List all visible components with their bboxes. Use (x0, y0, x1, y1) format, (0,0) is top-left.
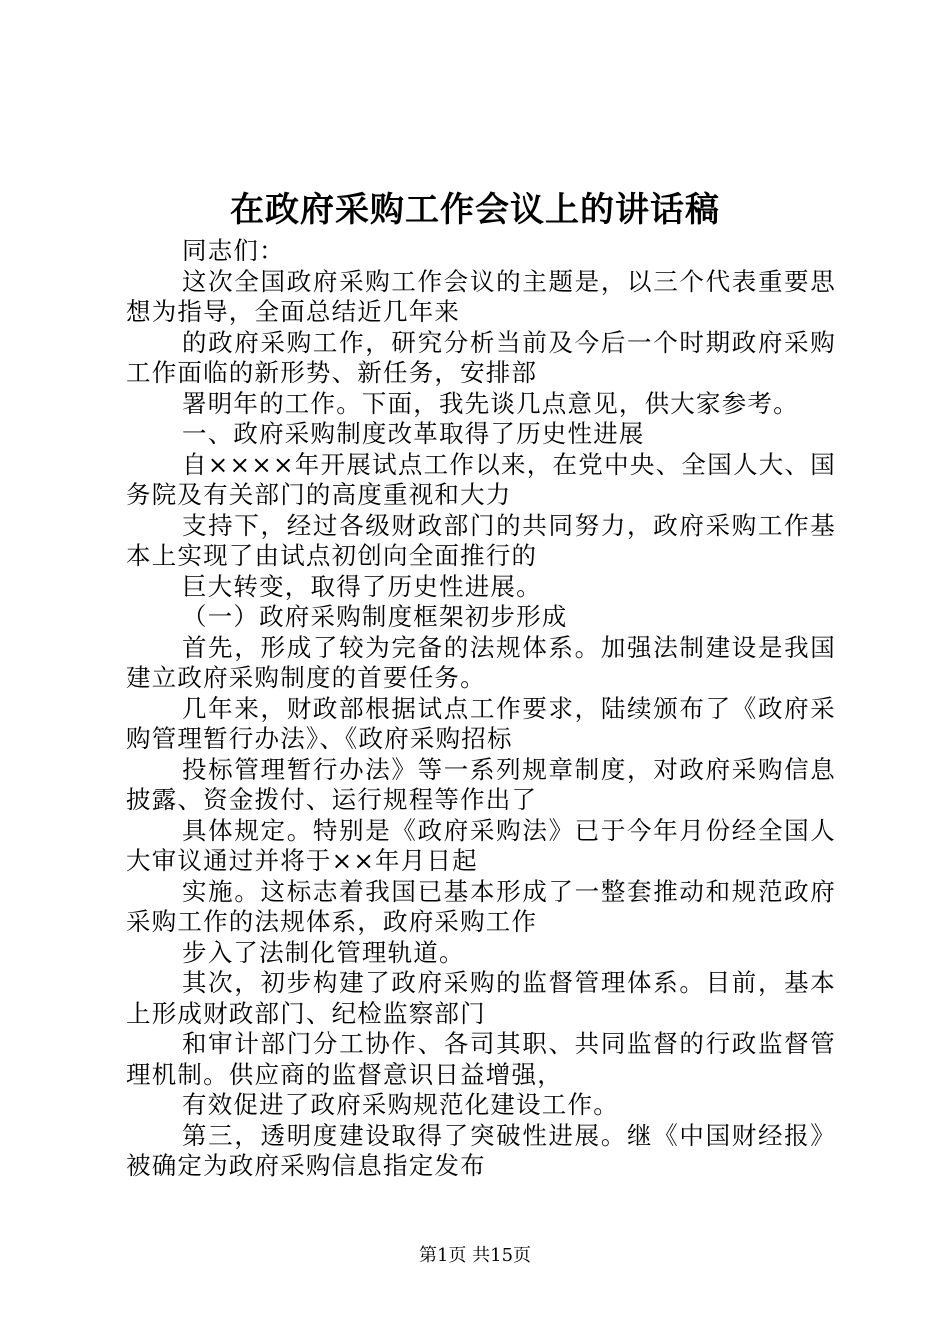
paragraph: 具体规定。特别是《政府采购法》已于今年月份经全国人大审议通过并将于××年月日起 (126, 815, 836, 875)
page-number-footer: 第1页 共15页 (418, 1245, 532, 1266)
paragraph: 巨大转变，取得了历史性进展。 (182, 571, 542, 601)
document-title: 在政府采购工作会议上的讲话稿 (230, 190, 720, 230)
paragraph: 署明年的工作。下面，我先谈几点意见，供大家参考。 (182, 388, 799, 418)
subsection-heading: （一）政府采购制度框架初步形成 (182, 602, 568, 631)
paragraph: 步入了法制化管理轨道。 (182, 937, 465, 967)
paragraph: 几年来，财政部根据试点工作要求，陆续颁布了《政府采购管理暂行办法》、《政府采购招标 (126, 693, 836, 753)
paragraph: 第三，透明度建设取得了突破性进展。继《中国财经报》被确定为政府采购信息指定发布 (126, 1120, 836, 1180)
paragraph: 实施。这标志着我国已基本形成了一整套推动和规范政府采购工作的法规体系，政府采购工作 (126, 876, 836, 936)
paragraph: 投标管理暂行办法》等一系列规章制度，对政府采购信息披露、资金拨付、运行规程等作出了 (126, 754, 836, 814)
paragraph: 的政府采购工作，研究分析当前及今后一个时期政府采购工作面临的新形势、新任务，安排部 (126, 327, 836, 387)
paragraph: 同志们： (182, 236, 285, 265)
paragraph: 有效促进了政府采购规范化建设工作。 (182, 1090, 619, 1119)
paragraph: 支持下，经过各级财政部门的共同努力，政府采购工作基本上实现了由试点初创向全面推行的 (126, 510, 836, 570)
paragraph: 其次，初步构建了政府采购的监督管理体系。目前，基本上形成财政部门、纪检监察部门 (126, 968, 836, 1028)
paragraph: 首先，形成了较为完备的法规体系。加强法制建设是我国建立政府采购制度的首要任务。 (126, 632, 836, 692)
paragraph: 这次全国政府采购工作会议的主题是，以三个代表重要思想为指导，全面总结近几年来 (126, 266, 836, 326)
paragraph: 自××××年开展试点工作以来，在党中央、全国人大、国务院及有关部门的高度重视和大力 (126, 449, 836, 509)
paragraph: 和审计部门分工协作、各司其职、共同监督的行政监督管理机制。供应商的监督意识日益增强， (126, 1029, 836, 1089)
section-heading: 一、政府采购制度改革取得了历史性进展 (182, 419, 645, 448)
document-body (126, 236, 836, 1182)
